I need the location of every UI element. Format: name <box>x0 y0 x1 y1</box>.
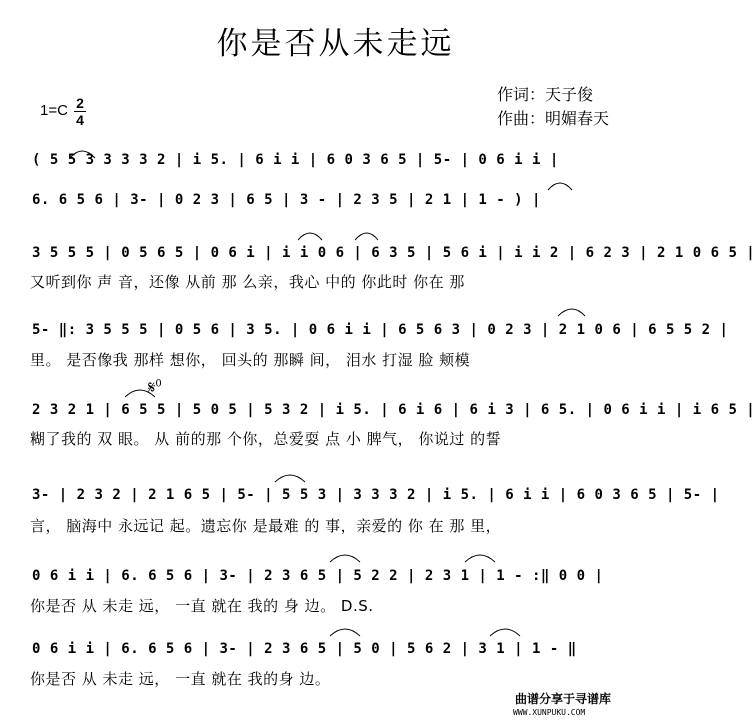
segno-symbol: 𝄋 <box>148 378 156 398</box>
slur-arc <box>330 555 360 562</box>
key-signature: 1=C <box>40 102 68 119</box>
watermark-site-name: 曲谱分享于寻谱库 <box>515 692 612 706</box>
score-row-2-notes: 6. 6 5 6 | 3- | 0 2 3 | 6 5 | 3 - | 2 3 5 | 2 1 | 1 - ) | <box>32 192 541 208</box>
slur-arc <box>548 183 572 190</box>
slur-arc <box>70 151 95 158</box>
score-row-3-notes: 3 5 5 5 | 0 5 6 5 | 0 6 i | i i 0 6 | 6 3 5 | 5 6 i | i i 2 | 6 2 3 | 2 1 0 6 5 | <box>32 245 755 261</box>
composer-credit: 作曲：明媚春天 <box>497 109 610 128</box>
slur-arc <box>558 309 585 316</box>
score-row-6-lyrics: 言， 脑海中 永远记 起。遗忘你 是最难 的 事，亲爱的 你 在 那 里， <box>30 517 502 535</box>
watermark <box>507 690 662 720</box>
score-row-8-notes: 0 6 i i | 6. 6 5 6 | 3- | 2 3 6 5 | 5 0 | 5 6 2 | 3 1 | 1 - ‖ <box>32 641 577 657</box>
time-signature-top: 2 <box>76 95 84 111</box>
score-row-7-lyrics: 你是否 从 未走 远， 一直 就在 我的 身 边。 D.S. <box>30 597 374 615</box>
score-row-7-notes: 0 6 i i | 6. 6 5 6 | 3- | 2 3 6 5 | 5 2 2 | 2 3 1 | 1 - :‖ 0 0 | <box>32 568 604 584</box>
score-row-8-lyrics: 你是否 从 未走 远， 一直 就在 我的身 边。 <box>30 670 331 688</box>
segno-number: 0 <box>155 378 162 390</box>
slur-arc <box>490 629 520 636</box>
slur-arc <box>298 233 322 240</box>
score-row-4-notes: 5- ‖: 3 5 5 5 | 0 5 6 | 3 5. | 0 6 i i | 6 5 6 3 | 0 2 3 | 2 1 0 6 | 6 5 5 2 | <box>32 322 729 338</box>
slur-arc <box>465 555 495 562</box>
score-row-6-notes: 3- | 2 3 2 | 2 1 6 5 | 5- | 5 5 3 | 3 3 3 2 | i 5. | 6 i i | 6 0 3 6 5 | 5- | <box>32 487 720 503</box>
slur-arc <box>355 233 378 240</box>
slur-arc <box>330 629 360 636</box>
score-row-5-notes: 2 3 2 1 | 6 5 5 | 5 0 5 | 5 3 2 | i 5. | 6 i 6 | 6 i 3 | 6 5. | 0 6 i i | i 6 5 | <box>32 402 755 418</box>
lyricist-credit: 作词：天子俊 <box>497 85 594 104</box>
slur-arc <box>275 475 305 482</box>
slur-arc <box>125 390 155 397</box>
score-row-1-notes: ( 5 5 3 3 3 3 2 | i 5. | 6 i i | 6 0 3 6 5 | 5- | 0 6 i i | <box>32 152 559 168</box>
watermark-url: WWW.XUNPUKU.COM <box>513 708 586 717</box>
score-row-4-lyrics: 里。 是否像我 那样 想你， 回头的 那瞬 间， 泪水 打湿 脸 颊模 <box>30 351 471 369</box>
song-title: 你是否从未走远 <box>216 26 455 62</box>
score-row-5-lyrics: 糊了我的 双 眼。 从 前的那 个你，总爱耍 点 小 脾气， 你说过 的誓 <box>30 430 502 448</box>
time-signature-bottom: 4 <box>76 112 84 128</box>
score-row-3-lyrics: 又听到你 声 音，还像 从前 那 么亲，我心 中的 你此时 你在 那 <box>30 273 465 291</box>
